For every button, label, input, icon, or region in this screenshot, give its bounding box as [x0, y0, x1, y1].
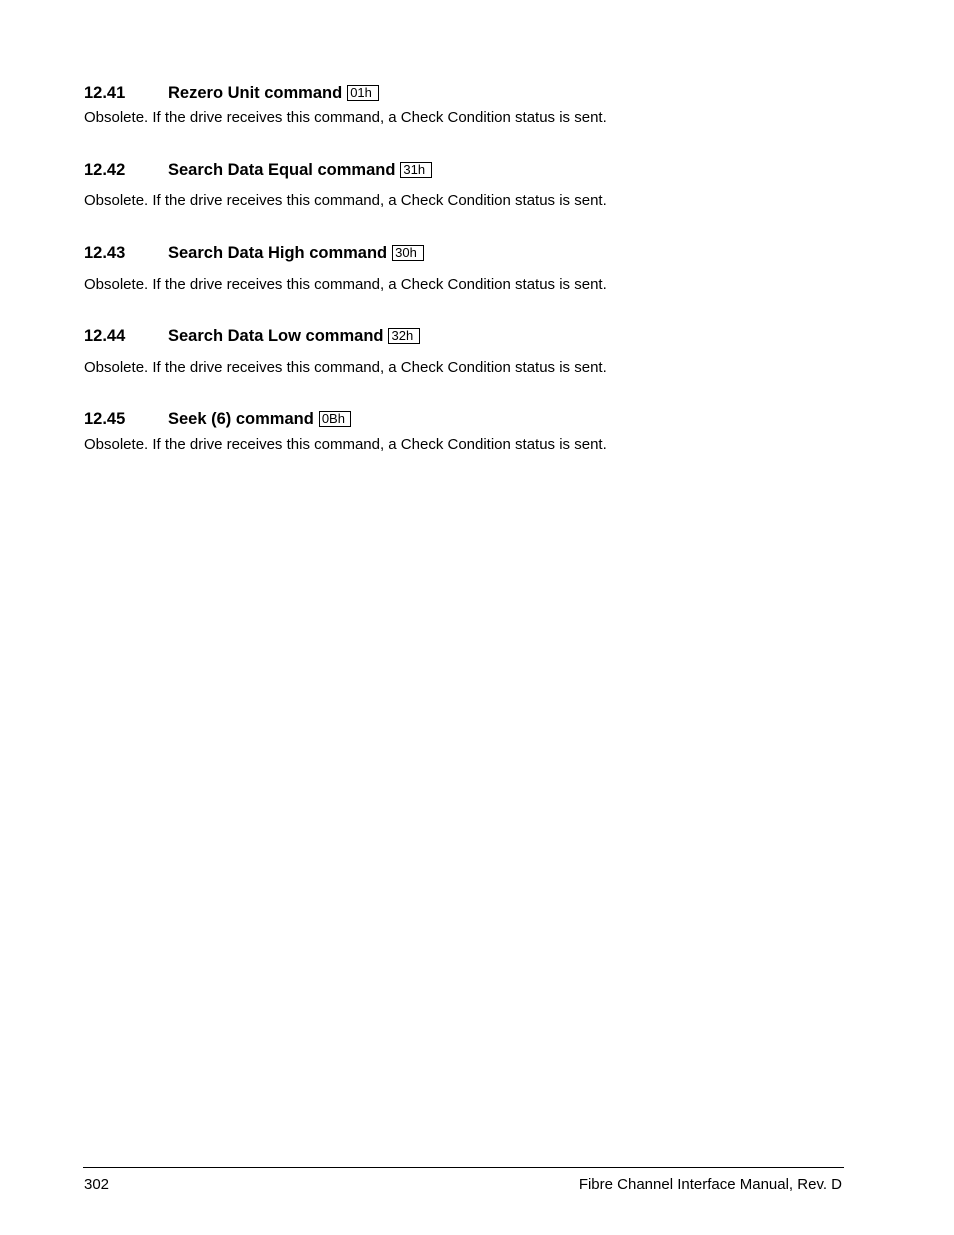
section-number: 12.45 — [84, 410, 126, 428]
section-title: Rezero Unit command — [168, 84, 343, 102]
section-title: Search Data Equal command — [168, 161, 396, 179]
section-heading — [84, 408, 844, 430]
section-12-44 — [84, 325, 844, 378]
section-12-43 — [84, 242, 844, 295]
section-12-45 — [84, 408, 844, 455]
section-title: Search Data High command — [168, 244, 388, 262]
section-number: 12.42 — [84, 161, 126, 179]
section-body: Obsolete. If the drive receives this command, a Check Condition status is sent. — [84, 192, 607, 209]
opcode-box: 01h — [347, 85, 379, 101]
section-body: Obsolete. If the drive receives this command, a Check Condition status is sent. — [84, 109, 607, 126]
section-12-42 — [84, 159, 844, 211]
page-number: 302 — [84, 1176, 110, 1193]
section-body: Obsolete. If the drive receives this command, a Check Condition status is sent. — [84, 276, 607, 293]
section-heading — [84, 82, 844, 104]
opcode-box: 31h — [400, 162, 432, 178]
section-number: 12.41 — [84, 84, 126, 102]
section-title: Seek (6) command — [168, 410, 314, 428]
section-title: Search Data Low command — [168, 327, 384, 345]
opcode-box: 32h — [388, 328, 420, 344]
section-12-41 — [84, 82, 844, 128]
section-heading — [84, 325, 844, 347]
opcode-box: 30h — [392, 245, 424, 261]
section-body: Obsolete. If the drive receives this command, a Check Condition status is sent. — [84, 436, 607, 453]
section-heading — [84, 159, 844, 181]
opcode-box: 0Bh — [319, 411, 351, 427]
document-title: Fibre Channel Interface Manual, Rev. D — [578, 1176, 842, 1193]
section-number: 12.43 — [84, 244, 126, 262]
section-heading — [84, 242, 844, 264]
section-body: Obsolete. If the drive receives this command, a Check Condition status is sent. — [84, 359, 607, 376]
footer-divider — [83, 1167, 844, 1168]
section-number: 12.44 — [84, 327, 126, 345]
